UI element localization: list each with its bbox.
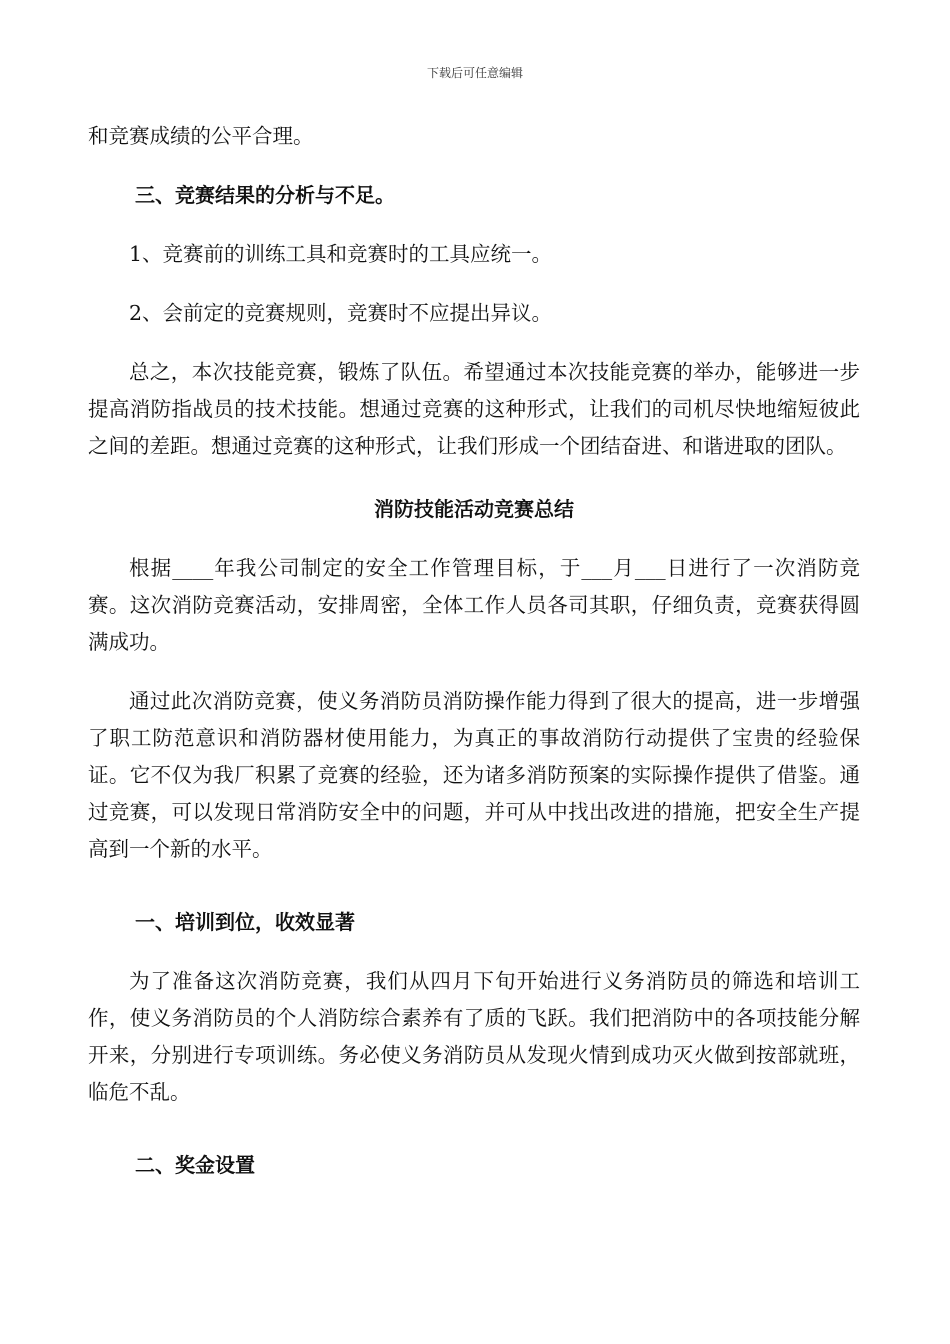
paragraph-conclusion: 总之，本次技能竞赛，锻炼了队伍。希望通过本次技能竞赛的举办，能够进一步提高消防指战员的技术技能。想通过竞赛的这种形式，让我们的司机尽快地缩短彼此之间的差距。想通过竞赛的这种形式，让我们形成一个团结奋进、和谐进取的团队。 [88,360,860,458]
paragraph-continuation: 和竞赛成绩的公平合理。 [88,124,314,148]
document-body [88,118,860,1184]
page-header: 下载后可任意编辑 [426,66,523,80]
paragraph-effects: 通过此次消防竞赛，使义务消防员消防操作能力得到了很大的提高，进一步增强了职工防范意识和消防器材使用能力，为真正的事故消防行动提供了宝贵的经验保证。它不仅为我厂积累了竞赛的经验，还为诸多消防预案的实际操作提供了借鉴。通过竞赛，可以发现日常消防安全中的问题，并可从中找出改进的措施，把安全生产提高到一个新的水平。 [88,689,860,861]
document-title: 消防技能活动竞赛总结 [374,497,574,521]
list-item-1: 1、竞赛前的训练工具和竞赛时的工具应统一。 [129,242,553,266]
paragraph-training: 为了准备这次消防竞赛，我们从四月下旬开始进行义务消防员的筛选和培训工作，使义务消防员的个人消防综合素养有了质的飞跃。我们把消防中的各项技能分解开来，分别进行专项训练。务必使义务消防员从发现火情到成功灭火做到按部就班，临危不乱。 [88,969,860,1104]
list-item-2: 2、会前定的竞赛规则，竞赛时不应提出异议。 [129,301,553,325]
section-heading-two: 二、奖金设置 [135,1153,255,1177]
paragraph-intro: 根据____年我公司制定的安全工作管理目标，于___月___日进行了一次消防竞赛。这次消防竞赛活动，安排周密，全体工作人员各司其职，仔细负责，竞赛获得圆满成功。 [88,556,860,654]
section-heading-one: 一、培训到位，收效显著 [135,910,355,934]
section-heading-three: 三、竞赛结果的分析与不足。 [135,183,395,207]
